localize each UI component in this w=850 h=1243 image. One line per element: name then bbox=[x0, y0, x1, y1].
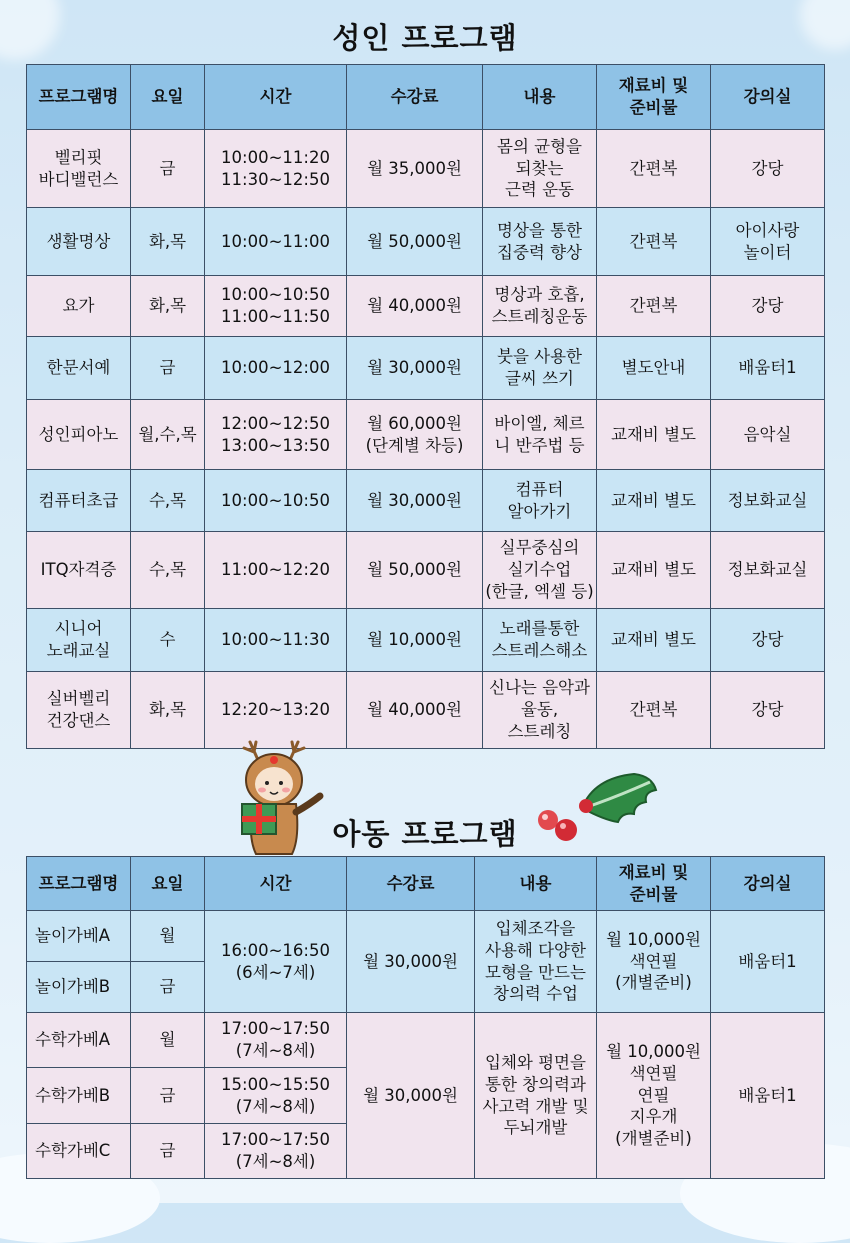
header-time: 시간 bbox=[205, 857, 347, 911]
program-room: 정보화교실 bbox=[711, 470, 825, 532]
program-day: 금 bbox=[131, 1068, 205, 1124]
program-name: ITQ자격증 bbox=[27, 532, 131, 609]
header-content: 내용 bbox=[483, 65, 597, 130]
program-room: 강당 bbox=[711, 672, 825, 749]
program-day: 수 bbox=[131, 609, 205, 672]
program-content: 컴퓨터 알아가기 bbox=[483, 470, 597, 532]
program-room: 정보화교실 bbox=[711, 532, 825, 609]
adult-section-title: 성인 프로그램 bbox=[332, 21, 518, 55]
program-material: 별도안내 bbox=[597, 337, 711, 400]
program-material: 간편복 bbox=[597, 672, 711, 749]
program-fee: 월 50,000원 bbox=[347, 208, 483, 276]
program-time: 15:00~15:50 (7세~8세) bbox=[205, 1068, 347, 1124]
program-content: 입체조각을 사용해 다양한 모형을 만드는 창의력 수업 bbox=[475, 911, 597, 1013]
program-time: 17:00~17:50 (7세~8세) bbox=[205, 1013, 347, 1068]
program-name: 시니어 노래교실 bbox=[27, 609, 131, 672]
program-time: 12:00~12:50 13:00~13:50 bbox=[205, 400, 347, 470]
program-day: 수,목 bbox=[131, 532, 205, 609]
program-name: 놀이가베A bbox=[27, 911, 131, 962]
program-name: 한문서예 bbox=[27, 337, 131, 400]
header-program-name: 프로그램명 bbox=[27, 65, 131, 130]
program-content: 명상을 통한 집중력 향상 bbox=[483, 208, 597, 276]
program-content: 노래를통한 스트레스해소 bbox=[483, 609, 597, 672]
program-time: 10:00~12:00 bbox=[205, 337, 347, 400]
program-fee: 월 30,000원 bbox=[347, 911, 475, 1013]
program-fee: 월 30,000원 bbox=[347, 1013, 475, 1179]
adult-program-table bbox=[26, 64, 825, 749]
program-content: 입체와 평면을 통한 창의력과 사고력 개발 및 두뇌개발 bbox=[475, 1013, 597, 1179]
program-room: 강당 bbox=[711, 276, 825, 337]
header-room: 강의실 bbox=[711, 65, 825, 130]
table-row bbox=[27, 911, 825, 962]
program-time: 10:00~10:50 bbox=[205, 470, 347, 532]
program-day: 금 bbox=[131, 130, 205, 208]
header-program-name: 프로그램명 bbox=[27, 857, 131, 911]
program-day: 금 bbox=[131, 962, 205, 1013]
program-room: 배움터1 bbox=[711, 337, 825, 400]
program-material: 교재비 별도 bbox=[597, 400, 711, 470]
table-row bbox=[27, 276, 825, 337]
program-fee: 월 35,000원 bbox=[347, 130, 483, 208]
program-time: 11:00~12:20 bbox=[205, 532, 347, 609]
table-row bbox=[27, 532, 825, 609]
program-content: 붓을 사용한 글씨 쓰기 bbox=[483, 337, 597, 400]
header-material: 재료비 및 준비물 bbox=[597, 857, 711, 911]
program-name: 생활명상 bbox=[27, 208, 131, 276]
program-time: 10:00~11:20 11:30~12:50 bbox=[205, 130, 347, 208]
program-content: 실무중심의 실기수업 (한글, 엑셀 등) bbox=[483, 532, 597, 609]
program-fee: 월 40,000원 bbox=[347, 672, 483, 749]
program-fee: 월 40,000원 bbox=[347, 276, 483, 337]
header-material: 재료비 및 준비물 bbox=[597, 65, 711, 130]
program-day: 화,목 bbox=[131, 208, 205, 276]
program-fee: 월 10,000원 bbox=[347, 609, 483, 672]
program-fee: 월 50,000원 bbox=[347, 532, 483, 609]
program-time: 10:00~11:00 bbox=[205, 208, 347, 276]
program-fee: 월 60,000원 (단계별 차등) bbox=[347, 400, 483, 470]
program-content: 명상과 호흡, 스트레칭운동 bbox=[483, 276, 597, 337]
header-day: 요일 bbox=[131, 857, 205, 911]
program-fee: 월 30,000원 bbox=[347, 470, 483, 532]
program-room: 음악실 bbox=[711, 400, 825, 470]
program-material: 월 10,000원 색연필 연필 지우개 (개별준비) bbox=[597, 1013, 711, 1179]
program-time: 17:00~17:50 (7세~8세) bbox=[205, 1124, 347, 1179]
program-material: 교재비 별도 bbox=[597, 609, 711, 672]
table-row bbox=[27, 609, 825, 672]
program-day: 화,목 bbox=[131, 672, 205, 749]
program-day: 월,수,목 bbox=[131, 400, 205, 470]
program-room: 배움터1 bbox=[711, 911, 825, 1013]
program-room: 아이사랑 놀이터 bbox=[711, 208, 825, 276]
program-time: 10:00~11:30 bbox=[205, 609, 347, 672]
header-day: 요일 bbox=[131, 65, 205, 130]
program-day: 화,목 bbox=[131, 276, 205, 337]
header-time: 시간 bbox=[205, 65, 347, 130]
kids-section-title: 아동 프로그램 bbox=[332, 817, 518, 851]
header-room: 강의실 bbox=[711, 857, 825, 911]
header-content: 내용 bbox=[475, 857, 597, 911]
program-name: 요가 bbox=[27, 276, 131, 337]
program-time: 16:00~16:50 (6세~7세) bbox=[205, 911, 347, 1013]
program-material: 교재비 별도 bbox=[597, 532, 711, 609]
program-material: 교재비 별도 bbox=[597, 470, 711, 532]
program-name: 수학가베A bbox=[27, 1013, 131, 1068]
program-time: 10:00~10:50 11:00~11:50 bbox=[205, 276, 347, 337]
adult-table-header bbox=[27, 65, 825, 130]
program-material: 간편복 bbox=[597, 276, 711, 337]
program-day: 금 bbox=[131, 337, 205, 400]
program-name: 컴퓨터초급 bbox=[27, 470, 131, 532]
program-room: 강당 bbox=[711, 130, 825, 208]
program-content: 신나는 음악과 율동, 스트레칭 bbox=[483, 672, 597, 749]
program-day: 월 bbox=[131, 911, 205, 962]
table-row bbox=[27, 672, 825, 749]
program-room: 배움터1 bbox=[711, 1013, 825, 1179]
table-row bbox=[27, 208, 825, 276]
kids-table-header bbox=[27, 857, 825, 911]
program-fee: 월 30,000원 bbox=[347, 337, 483, 400]
program-name: 수학가베B bbox=[27, 1068, 131, 1124]
program-material: 간편복 bbox=[597, 208, 711, 276]
program-content: 바이엘, 체르 니 반주법 등 bbox=[483, 400, 597, 470]
table-row bbox=[27, 1013, 825, 1068]
program-material: 간편복 bbox=[597, 130, 711, 208]
program-day: 월 bbox=[131, 1013, 205, 1068]
program-name: 수학가베C bbox=[27, 1124, 131, 1179]
table-row bbox=[27, 337, 825, 400]
table-row bbox=[27, 400, 825, 470]
table-row bbox=[27, 130, 825, 208]
program-name: 성인피아노 bbox=[27, 400, 131, 470]
program-material: 월 10,000원 색연필 (개별준비) bbox=[597, 911, 711, 1013]
program-day: 수,목 bbox=[131, 470, 205, 532]
kids-program-table bbox=[26, 856, 825, 1179]
program-day: 금 bbox=[131, 1124, 205, 1179]
program-name: 벨리핏 바디밸런스 bbox=[27, 130, 131, 208]
program-name: 실버벨리 건강댄스 bbox=[27, 672, 131, 749]
program-name: 놀이가베B bbox=[27, 962, 131, 1013]
program-time: 12:20~13:20 bbox=[205, 672, 347, 749]
header-fee: 수강료 bbox=[347, 65, 483, 130]
table-row bbox=[27, 470, 825, 532]
program-content: 몸의 균형을 되찾는 근력 운동 bbox=[483, 130, 597, 208]
program-room: 강당 bbox=[711, 609, 825, 672]
header-fee: 수강료 bbox=[347, 857, 475, 911]
